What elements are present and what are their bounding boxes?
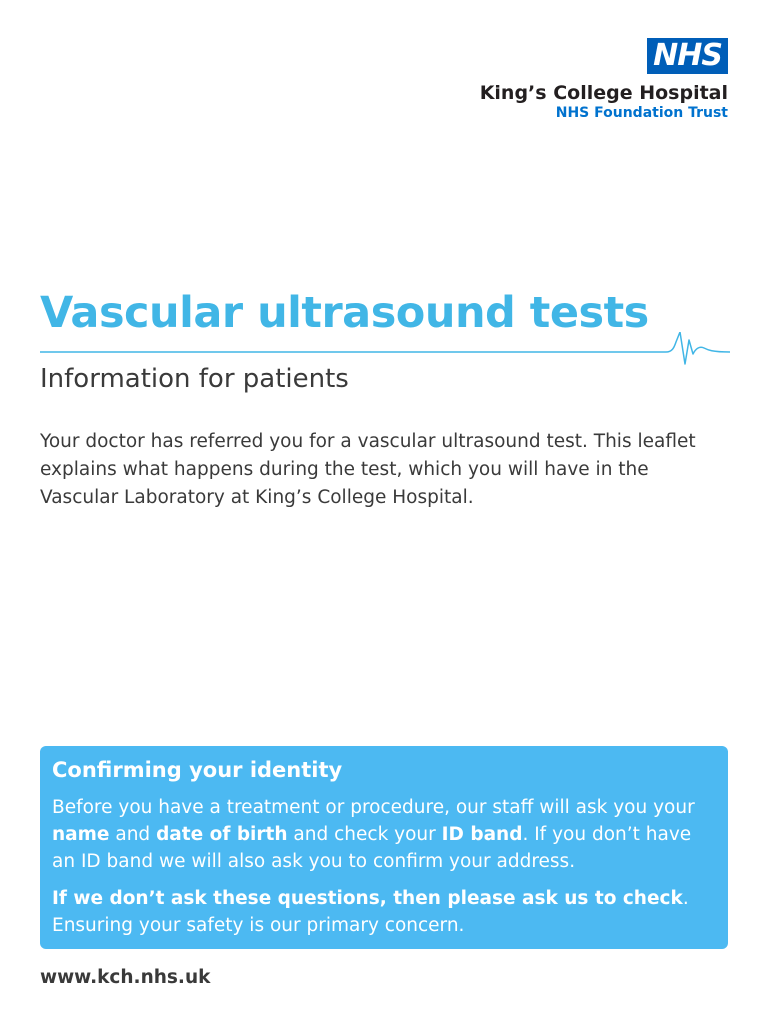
identity-heading: Confirming your identity <box>52 758 343 782</box>
page-subtitle: Information for patients <box>40 364 349 394</box>
identity-bold-ask: If we don’t ask these questions, then please ask us to check <box>52 888 683 909</box>
hospital-logo-block <box>480 38 728 122</box>
identity-text: Before you have a treatment or procedure, our staff will ask you your <box>52 797 695 818</box>
nhs-logo: NHS <box>647 38 728 74</box>
hospital-name: King’s College Hospital <box>479 82 728 104</box>
identity-bold-dob: date of birth <box>156 824 288 845</box>
identity-bold-name: name <box>52 824 110 845</box>
identity-paragraph-2 <box>52 885 716 939</box>
identity-text: and check your <box>287 824 442 845</box>
identity-bold-id-band: ID band <box>441 824 523 845</box>
confirming-identity-box <box>40 746 728 949</box>
identity-paragraph-1 <box>52 794 716 875</box>
trust-name: NHS Foundation Trust <box>555 105 728 121</box>
intro-paragraph: Your doctor has referred you for a vascular ultrasound test. This leaflet explains what happens during the test, which you will have in the Vascular Laboratory at King’s College Hospital. <box>40 431 696 508</box>
website-link[interactable]: www.kch.nhs.uk <box>40 967 211 988</box>
identity-text: and <box>109 824 157 845</box>
identity-text: . Ensuring your safety is our primary concern. <box>52 888 689 936</box>
page-title: Vascular ultrasound tests <box>40 288 649 338</box>
identity-text: . If you don’t have an ID band we will also ask you to confirm your address. <box>52 824 692 872</box>
